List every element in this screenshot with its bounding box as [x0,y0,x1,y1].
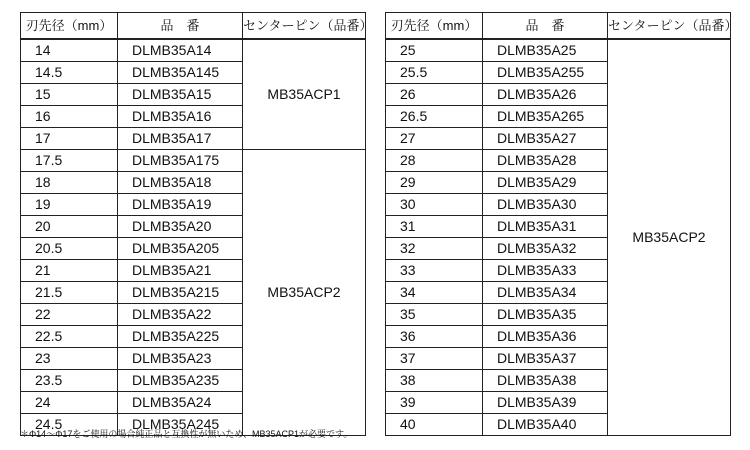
cell-part-number: DLMB35A145 [118,62,243,84]
cell-size: 19 [21,194,118,216]
cell-size: 26.5 [386,106,483,128]
cell-part-number: DLMB35A34 [483,282,608,304]
footnote: ＊Φ14～Φ17をご使用の場合純正品と互換性が無いため、MB35ACP1が必要です。 [20,429,353,439]
cell-part-number: DLMB35A27 [483,128,608,150]
cell-part-number: DLMB35A19 [118,194,243,216]
cell-part-number: DLMB35A245 [118,414,243,436]
cell-size: 40 [386,414,483,436]
cell-part-number: DLMB35A215 [118,282,243,304]
header-row [386,13,731,40]
spec-table-left-body [21,39,366,436]
cell-size: 21.5 [21,282,118,304]
cell-size: 33 [386,260,483,282]
cell-part-number: DLMB35A255 [483,62,608,84]
cell-part-number: DLMB35A23 [118,348,243,370]
cell-part-number: DLMB35A35 [483,304,608,326]
cell-size: 30 [386,194,483,216]
cell-size: 22.5 [21,326,118,348]
cell-size: 24 [21,392,118,414]
cell-part-number: DLMB35A21 [118,260,243,282]
cell-size: 34 [386,282,483,304]
cell-size: 37 [386,348,483,370]
cell-part-number: DLMB35A30 [483,194,608,216]
cell-part-number: DLMB35A17 [118,128,243,150]
cell-size: 17.5 [21,150,118,172]
spec-table-right [385,12,738,436]
spec-table-left [20,12,373,436]
cell-part-number: DLMB35A29 [483,172,608,194]
cell-part-number: DLMB35A25 [483,39,608,62]
cell-center-pin: MB35ACP2 [608,39,731,436]
cell-part-number: DLMB35A28 [483,150,608,172]
cell-center-pin: MB35ACP2 [243,150,366,436]
cell-size: 16 [21,106,118,128]
cell-part-number: DLMB35A24 [118,392,243,414]
cell-part-number: DLMB35A38 [483,370,608,392]
cell-size: 23.5 [21,370,118,392]
cell-size: 35 [386,304,483,326]
cell-part-number: DLMB35A31 [483,216,608,238]
spec-table-right-body [386,39,731,436]
cell-part-number: DLMB35A36 [483,326,608,348]
cell-size: 38 [386,370,483,392]
header-part: 品 番 [118,13,243,40]
header-size: 刃先径（mm） [21,13,118,40]
cell-size: 14 [21,39,118,62]
header-part: 品 番 [483,13,608,40]
header-row [21,13,366,40]
cell-size: 25.5 [386,62,483,84]
cell-size: 28 [386,150,483,172]
cell-size: 22 [21,304,118,326]
cell-part-number: DLMB35A265 [483,106,608,128]
cell-size: 20 [21,216,118,238]
header-pin: センターピン（品番） [608,13,731,40]
cell-part-number: DLMB35A32 [483,238,608,260]
cell-part-number: DLMB35A205 [118,238,243,260]
cell-size: 21 [21,260,118,282]
cell-part-number: DLMB35A18 [118,172,243,194]
cell-size: 24.5 [21,414,118,436]
header-pin: センターピン（品番） [243,13,366,40]
cell-part-number: DLMB35A175 [118,150,243,172]
cell-size: 25 [386,39,483,62]
cell-size: 18 [21,172,118,194]
table-row [21,39,366,62]
cell-part-number: DLMB35A225 [118,326,243,348]
cell-part-number: DLMB35A15 [118,84,243,106]
cell-size: 15 [21,84,118,106]
table-row [386,39,731,62]
cell-part-number: DLMB35A16 [118,106,243,128]
cell-size: 23 [21,348,118,370]
cell-size: 14.5 [21,62,118,84]
cell-part-number: DLMB35A37 [483,348,608,370]
cell-size: 26 [386,84,483,106]
cell-size: 27 [386,128,483,150]
cell-part-number: DLMB35A235 [118,370,243,392]
cell-size: 31 [386,216,483,238]
cell-part-number: DLMB35A40 [483,414,608,436]
cell-size: 29 [386,172,483,194]
cell-part-number: DLMB35A22 [118,304,243,326]
cell-part-number: DLMB35A14 [118,39,243,62]
cell-size: 36 [386,326,483,348]
cell-part-number: DLMB35A26 [483,84,608,106]
cell-size: 20.5 [21,238,118,260]
header-size: 刃先径（mm） [386,13,483,40]
cell-size: 17 [21,128,118,150]
cell-center-pin: MB35ACP1 [243,39,366,150]
cell-size: 39 [386,392,483,414]
cell-part-number: DLMB35A20 [118,216,243,238]
cell-part-number: DLMB35A33 [483,260,608,282]
cell-size: 32 [386,238,483,260]
table-row [21,150,366,172]
cell-part-number: DLMB35A39 [483,392,608,414]
